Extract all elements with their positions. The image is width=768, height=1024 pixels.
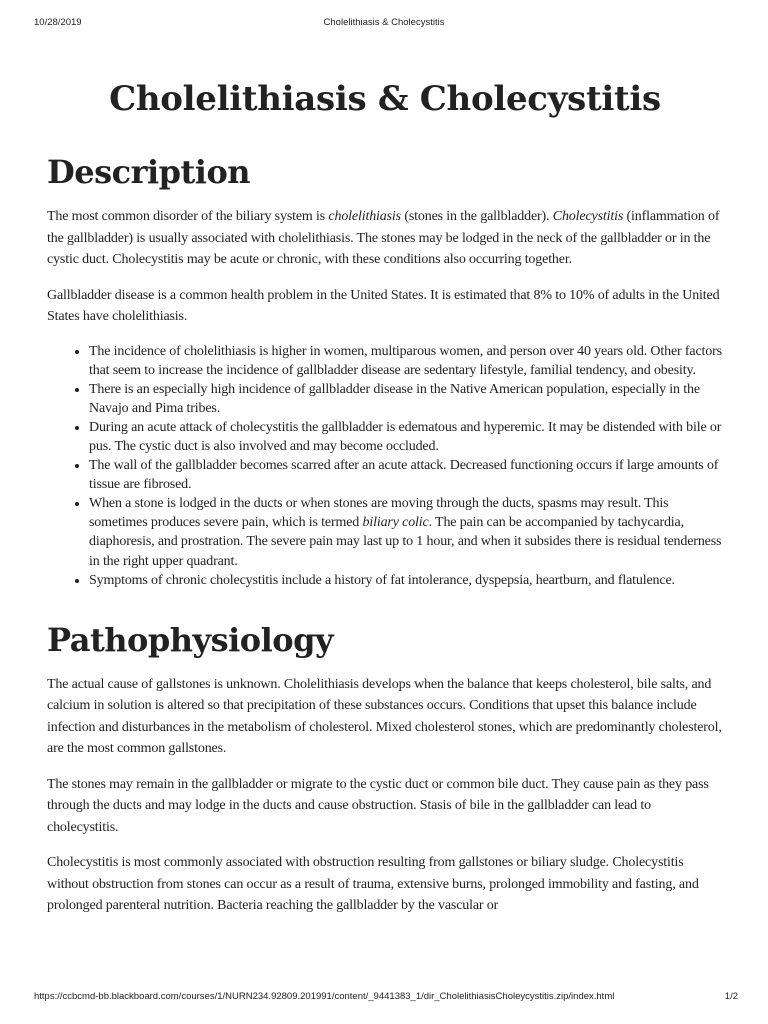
list-item: • The incidence of cholelithiasis is higher in women, multiparous women, and person over 40 years old. Other factors that seem to increase the incidence of gallbladder disease are sedentary lifestyle, familial tendency, and obesity. — [89, 342, 723, 380]
description-paragraph-2: Gallbladder disease is a common health problem in the United States. It is estimated that 8% to 10% of adults in the United States have cholelithiasis. — [47, 287, 720, 324]
list-item: • During an acute attack of cholecystitis the gallbladder is edematous and hyperemic. It may be distended with bile or pus. The cystic duct is also involved and may become occluded. — [89, 418, 723, 456]
description-bullet-list — [47, 342, 723, 590]
print-header-title: Cholelithiasis & Cholecystitis — [323, 17, 445, 28]
page-title: Cholelithiasis & Cholecystitis — [109, 79, 661, 119]
list-item: • Symptoms of chronic cholecystitis include a history of fat intolerance, dyspepsia, heartburn, and flatulence. — [89, 571, 723, 590]
list-item: • There is an especially high incidence of gallbladder disease in the Native American population, especially in the Navajo and Pima tribes. — [89, 380, 723, 418]
description-paragraph-1: The most common disorder of the biliary system is cholelithiasis (stones in the gallbladder). Cholecystitis (inflammation of the gallbladder) is usually associated with cholelithiasis. The stones may be lodged in the neck of the gallbladder or in the cystic duct. Cholecystitis may be acute or chronic, with these conditions also occurring together. — [47, 209, 720, 267]
list-item: • The wall of the gallbladder becomes scarred after an acute attack. Decreased functioning occurs if large amounts of tissue are fibrosed. — [89, 456, 723, 494]
pathophysiology-paragraph-1: The actual cause of gallstones is unknown. Cholelithiasis develops when the balance that keeps cholesterol, bile salts, and calcium in solution is altered so that precipitation of these substances occurs. Conditions that upset this balance include infection and disturbances in the metabolism of cholesterol. Mixed cholesterol stones, which are predominantly cholesterol, are the most common gallstones. — [47, 676, 722, 757]
pathophysiology-paragraph-3: Cholecystitis is most commonly associated with obstruction resulting from gallstones or biliary sludge. Cholecystitis without obstruction from stones can occur as a result of trauma, extensive burns, prolonged immobility and fasting, and prolonged parenteral nutrition. Bacteria reaching the gallbladder by the vascular or — [47, 855, 699, 914]
print-header — [0, 17, 768, 31]
print-date: 10/28/2019 — [34, 17, 82, 28]
document-body — [47, 70, 723, 917]
pathophysiology-paragraph-2: The stones may remain in the gallbladder or migrate to the cystic duct or common bile duct. They cause pain as they pass through the ducts and may lodge in the ducts and cause obstruction. Stasis of bile in the gallbladder can lead to cholecystitis. — [47, 776, 709, 835]
list-item: • When a stone is lodged in the ducts or when stones are moving through the ducts, spasms may result. This sometimes produces severe pain, which is termed biliary colic. The pain can be accompanied by tachycardia, diaphoresis, and prostration. The severe pain may last up to 1 hour, and when it subsides there is residual tenderness in the right upper quadrant. — [89, 494, 723, 570]
description-heading: Description — [47, 153, 251, 191]
page-number: 1/2 — [724, 991, 738, 1002]
print-url: https://ccbcmd-bb.blackboard.com/courses/1/NURN234.92809.201991/content/_9441383_1/dir_CholelithiasisCholeycystitis.zip/index.html — [34, 991, 615, 1002]
print-footer — [0, 991, 768, 1005]
pathophysiology-heading: Pathophysiology — [47, 620, 334, 659]
